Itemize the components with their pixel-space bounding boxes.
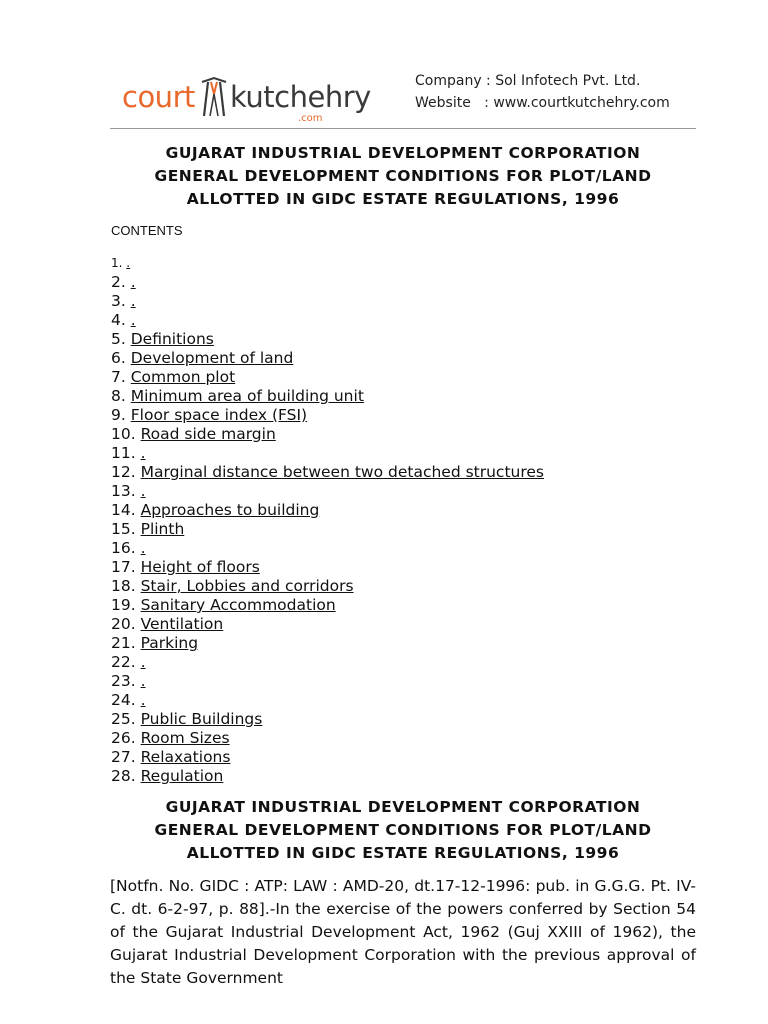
- title-line-3: ALLOTTED IN GIDC ESTATE REGULATIONS, 1996: [186, 190, 620, 208]
- toc-number: 19.: [111, 596, 136, 614]
- contents-heading: CONTENTS: [111, 223, 183, 238]
- toc-link[interactable]: .: [140, 444, 146, 462]
- toc-link[interactable]: Floor space index (FSI): [130, 406, 308, 424]
- toc-item: [111, 330, 701, 349]
- logo-kutchehry-text: kutchehry: [230, 80, 371, 114]
- document-title: [110, 142, 696, 211]
- toc-link[interactable]: .: [130, 292, 136, 310]
- toc-link[interactable]: Marginal distance between two detached structures: [140, 463, 545, 481]
- toc-number: 27.: [111, 748, 136, 766]
- toc-link[interactable]: Sanitary Accommodation: [140, 596, 336, 614]
- toc-item: [111, 615, 701, 634]
- toc-number: 26.: [111, 729, 136, 747]
- toc-link[interactable]: .: [140, 482, 146, 500]
- toc-link[interactable]: .: [140, 672, 146, 690]
- toc-link[interactable]: .: [130, 311, 136, 329]
- toc-number: 11.: [111, 444, 136, 462]
- company-label: Company: [415, 73, 482, 89]
- toc-link[interactable]: Approaches to building: [140, 501, 320, 519]
- toc-number: 14.: [111, 501, 136, 519]
- toc-item: [111, 254, 701, 273]
- toc-number: 15.: [111, 520, 136, 538]
- toc-link[interactable]: Relaxations: [140, 748, 231, 766]
- toc-item: [111, 349, 701, 368]
- toc-item: [111, 463, 701, 482]
- toc-number: 16.: [111, 539, 136, 557]
- toc-number: 28.: [111, 767, 136, 785]
- company-row: Company : Sol Infotech Pvt. Ltd.: [415, 73, 641, 89]
- toc-item: [111, 634, 701, 653]
- document-title-repeat: [110, 796, 696, 865]
- toc-link[interactable]: Stair, Lobbies and corridors: [140, 577, 354, 595]
- toc-number: 9.: [111, 406, 126, 424]
- toc-link[interactable]: .: [126, 256, 131, 270]
- toc-number: 20.: [111, 615, 136, 633]
- toc-item: [111, 425, 701, 444]
- company-value: Sol Infotech Pvt. Ltd.: [495, 73, 641, 89]
- toc-item: [111, 767, 701, 786]
- logo-court-text: court: [122, 80, 195, 114]
- company-info: [415, 70, 670, 114]
- toc-number: 8.: [111, 387, 126, 405]
- toc-link[interactable]: Common plot: [130, 368, 236, 386]
- toc-link[interactable]: .: [130, 273, 136, 291]
- preamble-paragraph: [Notfn. No. GIDC : ATP: LAW : AMD-20, dt.17-12-1996: pub. in G.G.G. Pt. IV-C. dt. 6-2-97, p. 88].-In the exercise of the powers conferred by Section 54 of the Gujarat Industrial Development Act, 1962 (Guj XXIII of 1962), the Gujarat Industrial Development Corporation with the previous approval of the State Government: [110, 877, 696, 987]
- toc-link[interactable]: .: [140, 653, 146, 671]
- toc-number: 17.: [111, 558, 136, 576]
- toc-item: [111, 406, 701, 425]
- toc-link[interactable]: Minimum area of building unit: [130, 387, 364, 405]
- title2-line-3: ALLOTTED IN GIDC ESTATE REGULATIONS, 1996: [186, 844, 620, 862]
- toc-item: [111, 596, 701, 615]
- toc-link[interactable]: Regulation: [140, 767, 224, 785]
- toc-link[interactable]: .: [140, 539, 146, 557]
- toc-number: 10.: [111, 425, 136, 443]
- toc-item: [111, 691, 701, 710]
- toc-number: 6.: [111, 349, 126, 367]
- toc-link[interactable]: Parking: [140, 634, 199, 652]
- lawyer-robe-icon: [198, 74, 230, 118]
- toc-item: [111, 273, 701, 292]
- toc-number: 22.: [111, 653, 136, 671]
- toc-number: 21.: [111, 634, 136, 652]
- toc-link[interactable]: Definitions: [130, 330, 214, 348]
- toc-number: 24.: [111, 691, 136, 709]
- page-header: [110, 66, 696, 129]
- toc-number: 18.: [111, 577, 136, 595]
- title-line-1: GUJARAT INDUSTRIAL DEVELOPMENT CORPORATION: [165, 144, 641, 162]
- toc-item: [111, 577, 701, 596]
- courtkutchehry-logo: [122, 72, 372, 124]
- toc-number: 23.: [111, 672, 136, 690]
- toc-number: 4.: [111, 311, 126, 329]
- toc-number: 7.: [111, 368, 126, 386]
- toc-number: 13.: [111, 482, 136, 500]
- toc-item: [111, 482, 701, 501]
- toc-item: [111, 710, 701, 729]
- toc-link[interactable]: .: [140, 691, 146, 709]
- toc-item: [111, 653, 701, 672]
- title-line-2: GENERAL DEVELOPMENT CONDITIONS FOR PLOT/LAND: [154, 167, 652, 185]
- toc-link[interactable]: Public Buildings: [140, 710, 263, 728]
- toc-number: 25.: [111, 710, 136, 728]
- toc-item: [111, 368, 701, 387]
- toc-item: [111, 729, 701, 748]
- toc-item: [111, 444, 701, 463]
- toc-item: [111, 748, 701, 767]
- title2-line-1: GUJARAT INDUSTRIAL DEVELOPMENT CORPORATION: [165, 798, 641, 816]
- toc-link[interactable]: Ventilation: [140, 615, 224, 633]
- toc-number: 2.: [111, 273, 126, 291]
- toc-link[interactable]: Height of floors: [140, 558, 260, 576]
- toc-link[interactable]: Room Sizes: [140, 729, 230, 747]
- toc-item: [111, 539, 701, 558]
- toc-item: [111, 558, 701, 577]
- toc-item: [111, 672, 701, 691]
- table-of-contents: [111, 254, 701, 786]
- toc-item: [111, 387, 701, 406]
- toc-number: 3.: [111, 292, 126, 310]
- toc-link[interactable]: Development of land: [130, 349, 294, 367]
- toc-number: 1.: [111, 256, 123, 270]
- toc-item: [111, 292, 701, 311]
- toc-number: 5.: [111, 330, 126, 348]
- website-value[interactable]: www.courtkutchehry.com: [493, 95, 670, 111]
- toc-item: [111, 520, 701, 539]
- toc-number: 12.: [111, 463, 136, 481]
- toc-link[interactable]: Plinth: [140, 520, 185, 538]
- website-row: Website : www.courtkutchehry.com: [415, 95, 670, 111]
- toc-link[interactable]: Road side margin: [140, 425, 276, 443]
- toc-item: [111, 501, 701, 520]
- logo-dotcom-text: .com: [298, 113, 323, 124]
- toc-item: [111, 311, 701, 330]
- website-label: Website: [415, 95, 471, 111]
- title2-line-2: GENERAL DEVELOPMENT CONDITIONS FOR PLOT/LAND: [154, 821, 652, 839]
